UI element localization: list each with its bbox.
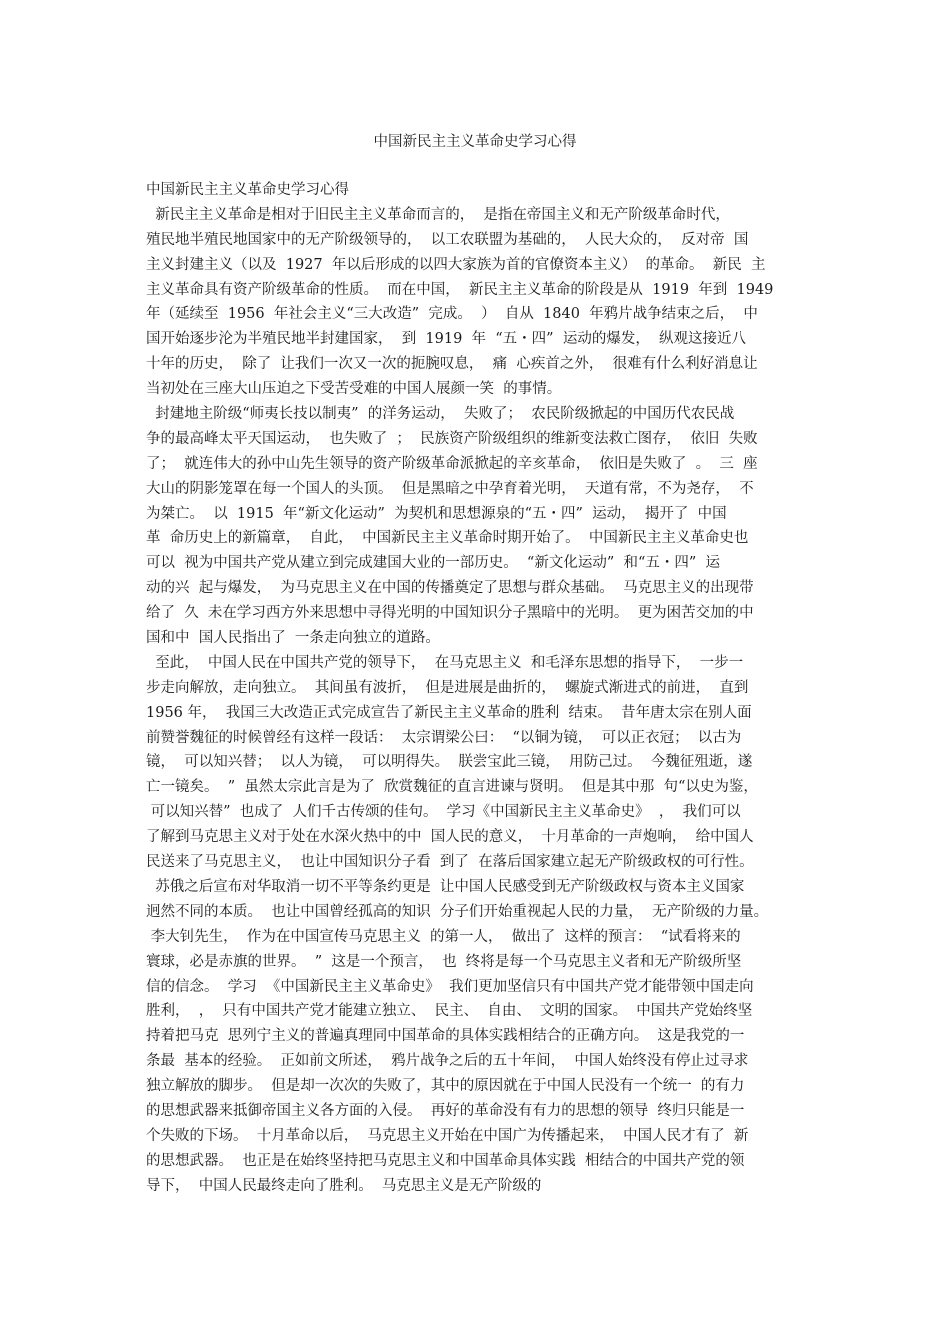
paragraph-line: 镜， 可以知兴替； 以人为镜， 可以明得失。 朕尝宝此三镜， 用防己过。 今魏征殂逝，遂 [146, 754, 753, 771]
paragraph-line: 国开始逐步沦为半殖民地半封建国家， 到 1919 年 “五・四” 运动的爆发， 纵观这接近八 [146, 331, 747, 348]
paragraph-line: 新民主主义革命是相对于旧民主主义革命而言的， 是指在帝国主义和无产阶级革命时代， [146, 206, 730, 223]
paragraph-line: 了解到马克思主义对于处在水深火热中的中 国人民的意义， 十月革命的一声炮响， 给中国人 [146, 829, 754, 846]
document-body [146, 178, 818, 1199]
paragraph-line: 苏俄之后宣布对华取消一切不平等条约更是 让中国人民感受到无产阶级政权与资本主义国家 [146, 878, 745, 895]
paragraph-line: 信的信念。 学习 《中国新民主主义革命史》 我们更加坚信只有中国共产党才能带领中国走向 [146, 978, 754, 995]
paragraph-line: 步走向解放，走向独立。 其间虽有波折， 但是进展是曲折的， 螺旋式渐进式的前进， 直到 [146, 679, 749, 696]
paragraph-line: 的思想武器。 也正是在始终坚持把马克思主义和中国革命具体实践 相结合的中国共产党的领 [146, 1152, 745, 1169]
paragraph-line: 可以知兴替” 也成了 人们千古传颂的佳句。 学习《中国新民主主义革命史》 ， 我们可以 [146, 804, 741, 821]
paragraph-line: 动的兴 起与爆发， 为马克思主义在中国的传播奠定了思想与群众基础。 马克思主义的出现带 [146, 580, 754, 597]
paragraph-line: 前赞誉魏征的时候曾经有这样一段话： 太宗谓梁公曰： “以铜为镜， 可以正衣冠； 以古为 [146, 729, 742, 746]
paragraph-line: 个失败的下场。 十月革命以后， 马克思主义开始在中国广为传播起来， 中国人民才有了 新 [146, 1127, 749, 1144]
paragraph-line: 迥然不同的本质。 也让中国曾经孤高的知识 分子们开始重视起人民的力量， 无产阶级的力量。 [146, 903, 769, 920]
paragraph-line: 亡一镜矣。 ” 虽然太宗此言是为了 欣赏魏征的直言进谏与贤明。 但是其中那 句“以史为鉴， [146, 779, 758, 796]
paragraph-line: 寰球，必是赤旗的世界。 ” 这是一个预言， 也 终将是每一个马克思主义者和无产阶级所坚 [146, 953, 742, 970]
paragraph-line: 独立解放的脚步。 但是却一次次的失败了，其中的原因就在于中国人民没有一个统一 的有力 [146, 1078, 745, 1095]
paragraph-line: 国和中 国人民指出了 一条走向独立的道路。 [146, 630, 440, 647]
paragraph-line: 民送来了马克思主义， 也让中国知识分子看 到了 在落后国家建立起无产阶级政权的可行性。 [146, 854, 754, 871]
paragraph-line: 至此， 中国人民在中国共产党的领导下， 在马克思主义 和毛泽东思想的指导下， 一步一 [146, 654, 744, 671]
paragraph-line: 可以 视为中国共产党从建立到完成建国大业的一部历史。 “新文化运动” 和“五・四” 运 [146, 555, 721, 572]
paragraph-line: 当初处在三座大山压迫之下受苦受难的中国人展颜一笑 的事情。 [146, 381, 562, 398]
paragraph-line: 条最 基本的经验。 正如前文所述， 鸦片战争之后的五十年间， 中国人始终没有停止过寻求 [146, 1053, 749, 1070]
paragraph-line: 年（延续至 1956 年社会主义“三大改造” 完成。 ） 自从 1840 年鸦片战争结束之后， 中 [146, 306, 758, 323]
paragraph-line: 持着把马克 思列宁主义的普遍真理同中国革命的具体实践相结合的正确方向。 这是我党的一 [146, 1028, 745, 1045]
paragraph-line: 大山的阴影笼罩在每一个国人的头顶。 但是黑暗之中孕育着光明， 天道有常，不为尧存， 不 [146, 480, 754, 497]
paragraph-line: 革 命历史上的新篇章， 自此， 中国新民主主义革命时期开始了。 中国新民主主义革命史也 [146, 530, 749, 547]
paragraph-line: 的思想武器来抵御帝国主义各方面的入侵。 再好的革命没有有力的思想的领导 终归只能是一 [146, 1102, 745, 1119]
paragraph-line: 1956 年， 我国三大改造正式完成宣告了新民主主义革命的胜利 结束。 昔年唐太宗在别人面 [146, 704, 752, 721]
paragraph-line: 胜利， ， 只有中国共产党才能建立独立、 民主、 自由、 文明的国家。 中国共产党始终坚 [146, 1003, 753, 1020]
paragraph-line: 主义封建主义（以及 1927 年以后形成的以四大家族为首的官僚资本主义） 的革命。 新民 主 [146, 256, 766, 273]
paragraph-line: 十年的历史， 除了 让我们一次又一次的扼腕叹息， 痛 心疾首之外， 很难有什么利好消息让 [146, 356, 758, 373]
paragraph-line: 给了 久 未在学习西方外来思想中寻得光明的中国知识分子黑暗中的光明。 更为困苦交加的中 [146, 605, 754, 622]
paragraph-line: 封建地主阶级“师夷长技以制夷” 的洋务运动， 失败了； 农民阶级掀起的中国历代农民战 [146, 406, 735, 423]
document-heading: 中国新民主主义革命史学习心得 [146, 182, 349, 198]
page-title: 中国新民主主义革命史学习心得 [373, 134, 577, 150]
paragraph-line: 李大钊先生， 作为在中国宣传马克思主义 的第一人， 做出了 这样的预言： “试看将来的 [146, 928, 741, 945]
paragraph-line: 了； 就连伟大的孙中山先生领导的资产阶级革命派掀起的辛亥革命， 依旧是失败了 。 三 座 [146, 455, 758, 472]
paragraph-line: 导下， 中国人民最终走向了胜利。 马克思主义是无产阶级的 [146, 1177, 542, 1194]
paragraph-line: 主义革命具有资产阶级革命的性质。 而在中国， 新民主主义革命的阶段是从 1919 年到 1949 [146, 281, 774, 298]
paragraph-line: 为桀亡。 以 1915 年“新文化运动” 为契机和思想源泉的“五・四” 运动， 揭开了 中国 [146, 505, 727, 522]
paragraph-line: 争的最高峰太平天国运动， 也失败了 ； 民族资产阶级组织的维新变法救亡图存， 依旧 失败 [146, 430, 758, 447]
paragraph-line: 殖民地半殖民地国家中的无产阶级领导的， 以工农联盟为基础的， 人民大众的， 反对帝 国 [146, 231, 749, 248]
